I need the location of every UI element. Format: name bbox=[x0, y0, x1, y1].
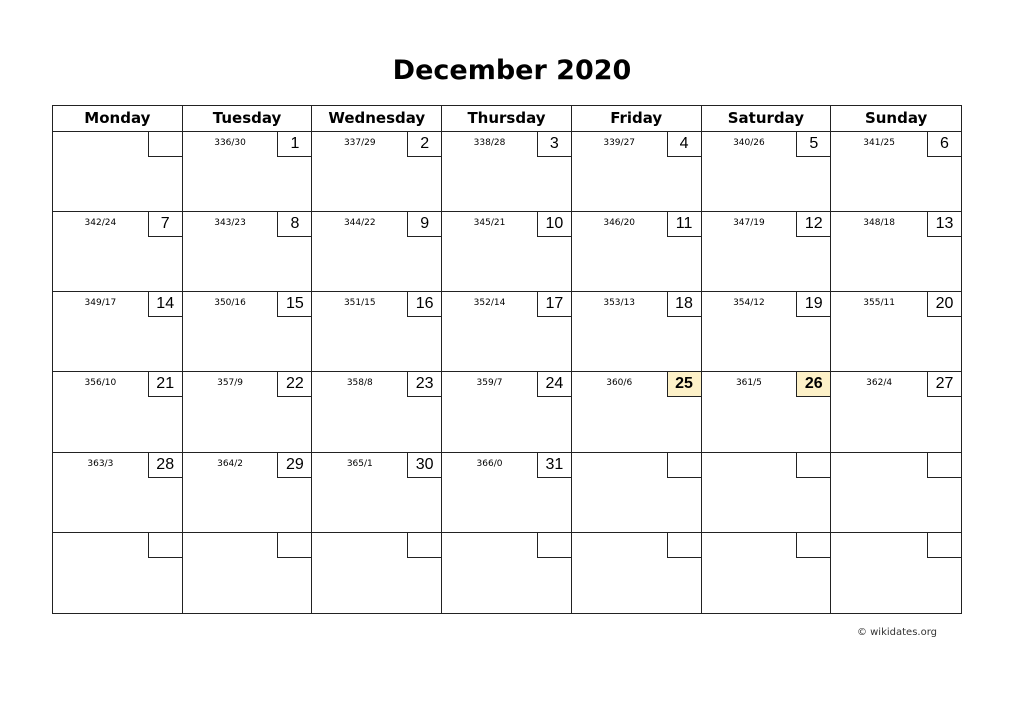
day-number bbox=[796, 533, 830, 558]
weekday-header-wednesday: Wednesday bbox=[312, 106, 442, 132]
holiday-day-number: 26 bbox=[796, 372, 830, 397]
day-of-year-label: 352/14 bbox=[473, 298, 506, 309]
day-cell bbox=[442, 533, 572, 613]
day-number: 11 bbox=[667, 212, 701, 237]
day-cell bbox=[702, 212, 832, 292]
day-of-year-label: 366/0 bbox=[476, 458, 503, 469]
day-of-year-label: 337/29 bbox=[343, 138, 376, 148]
day-cell bbox=[442, 292, 572, 372]
day-cell bbox=[442, 132, 572, 212]
day-number: 18 bbox=[667, 292, 701, 317]
day-cell bbox=[53, 453, 183, 533]
day-cell bbox=[183, 533, 313, 613]
day-of-year-label: 358/8 bbox=[346, 378, 373, 389]
day-cell bbox=[702, 372, 832, 452]
day-number bbox=[277, 533, 311, 558]
day-number: 4 bbox=[667, 132, 701, 157]
day-cell bbox=[183, 292, 313, 372]
day-number: 29 bbox=[277, 453, 311, 478]
day-cell bbox=[572, 212, 702, 292]
day-of-year-label: 342/24 bbox=[84, 218, 117, 229]
day-cell bbox=[312, 292, 442, 372]
day-of-year-label: 350/16 bbox=[214, 298, 246, 309]
day-cell bbox=[702, 533, 832, 613]
day-number bbox=[407, 533, 441, 558]
day-cell bbox=[831, 372, 961, 452]
day-cell bbox=[442, 372, 572, 452]
day-cell bbox=[831, 292, 961, 372]
day-number: 3 bbox=[537, 132, 571, 157]
day-of-year-label: 341/25 bbox=[863, 138, 895, 148]
day-of-year-label: 345/21 bbox=[473, 218, 506, 229]
day-of-year-label: 344/22 bbox=[343, 218, 376, 229]
day-cell bbox=[183, 453, 313, 533]
day-cell bbox=[53, 132, 183, 212]
day-number: 9 bbox=[407, 212, 441, 237]
day-cell bbox=[312, 372, 442, 452]
day-cell bbox=[831, 212, 961, 292]
day-number: 27 bbox=[927, 372, 961, 397]
day-of-year-label: 363/3 bbox=[87, 458, 114, 469]
day-cell bbox=[53, 292, 183, 372]
weekday-header-monday: Monday bbox=[53, 106, 183, 132]
day-number: 23 bbox=[407, 372, 441, 397]
day-cell bbox=[312, 453, 442, 533]
day-cell bbox=[183, 132, 313, 212]
day-number: 8 bbox=[277, 212, 311, 237]
day-number: 5 bbox=[796, 132, 830, 157]
day-of-year-label: 353/13 bbox=[603, 298, 636, 309]
day-of-year-label: 360/6 bbox=[606, 378, 633, 389]
day-cell bbox=[831, 453, 961, 533]
day-number: 20 bbox=[927, 292, 961, 317]
weekday-header-sunday: Sunday bbox=[831, 106, 961, 132]
day-number: 19 bbox=[796, 292, 830, 317]
day-of-year-label: 364/2 bbox=[217, 458, 244, 469]
day-number: 17 bbox=[537, 292, 571, 317]
holiday-day-number: 25 bbox=[667, 372, 701, 397]
day-number: 1 bbox=[277, 132, 311, 157]
day-number: 15 bbox=[277, 292, 311, 317]
day-of-year-label: 338/28 bbox=[473, 138, 506, 148]
day-number: 7 bbox=[148, 212, 182, 237]
day-cell bbox=[53, 533, 183, 613]
day-of-year-label: 354/12 bbox=[733, 298, 765, 309]
day-cell bbox=[312, 132, 442, 212]
day-number bbox=[927, 533, 961, 558]
day-of-year-label: 336/30 bbox=[214, 138, 246, 148]
day-of-year-label: 351/15 bbox=[343, 298, 376, 309]
day-of-year-label: 339/27 bbox=[603, 138, 636, 148]
day-cell bbox=[572, 132, 702, 212]
day-cell bbox=[53, 212, 183, 292]
day-of-year-label: 365/1 bbox=[346, 458, 373, 469]
day-number: 6 bbox=[927, 132, 961, 157]
day-cell bbox=[572, 533, 702, 613]
day-cell bbox=[702, 453, 832, 533]
day-cell bbox=[183, 372, 313, 452]
day-of-year-label: 356/10 bbox=[84, 378, 117, 389]
day-of-year-label: 340/26 bbox=[733, 138, 765, 148]
day-number: 24 bbox=[537, 372, 571, 397]
day-number bbox=[796, 453, 830, 478]
day-of-year-label: 349/17 bbox=[84, 298, 117, 309]
day-number: 30 bbox=[407, 453, 441, 478]
day-of-year-label: 346/20 bbox=[603, 218, 636, 229]
day-number: 16 bbox=[407, 292, 441, 317]
day-number: 2 bbox=[407, 132, 441, 157]
day-number: 13 bbox=[927, 212, 961, 237]
day-cell bbox=[572, 292, 702, 372]
day-of-year-label: 343/23 bbox=[214, 218, 246, 229]
day-cell bbox=[702, 292, 832, 372]
day-cell bbox=[183, 212, 313, 292]
weekday-header-tuesday: Tuesday bbox=[183, 106, 313, 132]
day-number: 12 bbox=[796, 212, 830, 237]
day-number: 31 bbox=[537, 453, 571, 478]
day-cell bbox=[572, 453, 702, 533]
day-cell bbox=[831, 533, 961, 613]
day-cell bbox=[702, 132, 832, 212]
day-cell bbox=[442, 212, 572, 292]
day-number: 10 bbox=[537, 212, 571, 237]
day-number bbox=[927, 453, 961, 478]
day-number: 21 bbox=[148, 372, 182, 397]
day-number bbox=[667, 453, 701, 478]
day-cell bbox=[831, 132, 961, 212]
day-cell bbox=[572, 372, 702, 452]
day-of-year-label: 355/11 bbox=[863, 298, 895, 309]
day-number: 28 bbox=[148, 453, 182, 478]
weekday-header-saturday: Saturday bbox=[702, 106, 832, 132]
day-of-year-label: 359/7 bbox=[476, 378, 503, 389]
copyright-notice: © wikidates.org bbox=[856, 627, 937, 638]
day-of-year-label: 347/19 bbox=[733, 218, 765, 229]
calendar-title: December 2020 bbox=[392, 55, 632, 86]
day-of-year-label: 348/18 bbox=[863, 218, 895, 229]
day-of-year-label: 357/9 bbox=[217, 378, 244, 389]
day-number bbox=[667, 533, 701, 558]
day-number bbox=[148, 132, 182, 157]
calendar-grid bbox=[52, 105, 962, 614]
day-cell bbox=[312, 533, 442, 613]
day-number bbox=[537, 533, 571, 558]
day-of-year-label: 361/5 bbox=[735, 378, 762, 389]
weekday-header-thursday: Thursday bbox=[442, 106, 572, 132]
day-number: 14 bbox=[148, 292, 182, 317]
day-of-year-label: 362/4 bbox=[866, 378, 893, 389]
day-number bbox=[148, 533, 182, 558]
day-cell bbox=[442, 453, 572, 533]
day-cell bbox=[53, 372, 183, 452]
day-cell bbox=[312, 212, 442, 292]
weekday-header-friday: Friday bbox=[572, 106, 702, 132]
day-number: 22 bbox=[277, 372, 311, 397]
